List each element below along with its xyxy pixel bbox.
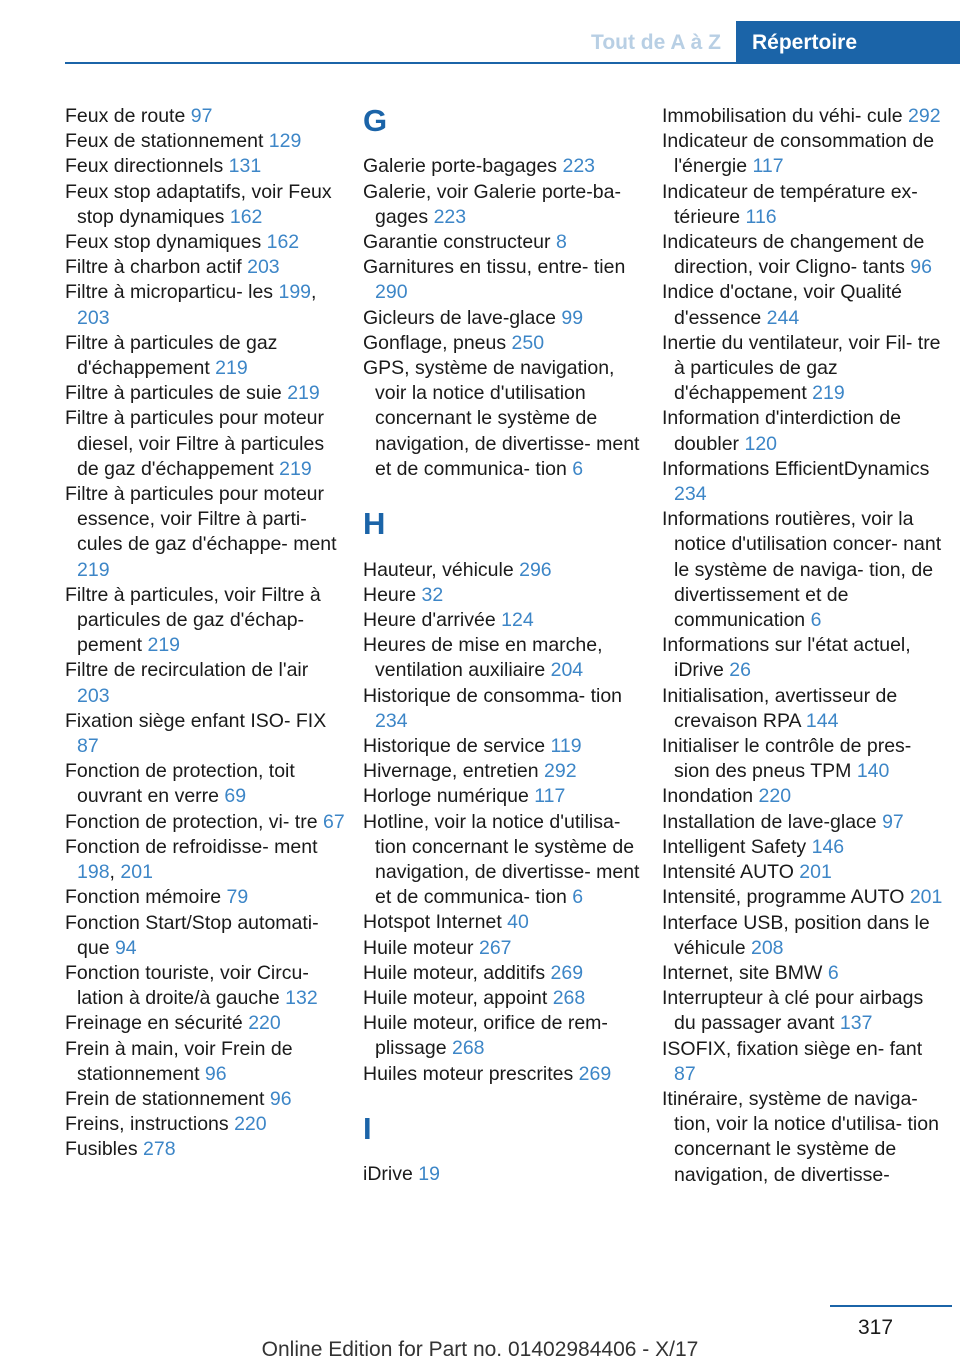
index-entry xyxy=(65,180,345,230)
index-entry xyxy=(363,583,643,608)
page-reference-link[interactable]: 119 xyxy=(550,735,582,758)
page-reference-link[interactable]: 26 xyxy=(729,659,751,682)
index-entry xyxy=(662,331,948,407)
index-entry xyxy=(662,810,948,835)
page-reference-link[interactable]: 244 xyxy=(766,306,800,329)
index-entry xyxy=(65,658,345,708)
page-reference-link[interactable]: 219 xyxy=(215,357,248,380)
index-letter-heading: H xyxy=(363,506,386,542)
index-entry-text: Informations EfficientDynamics xyxy=(662,457,930,480)
index-entry xyxy=(65,583,345,659)
index-entry xyxy=(363,1162,643,1187)
index-entry-text: Filtre à charbon actif xyxy=(65,256,248,279)
index-entry-text: Gicleurs de lave-glace xyxy=(363,306,562,329)
index-entry-text: Indicateur de température ex- térieure xyxy=(662,180,918,228)
page-reference-link[interactable]: 69 xyxy=(224,785,247,808)
index-entry xyxy=(65,104,345,129)
index-entry-text: Huile moteur, orifice de rem- plissage xyxy=(363,1012,608,1060)
page-reference-link[interactable]: 203 xyxy=(77,684,110,707)
page-reference-link[interactable]: 201 xyxy=(120,861,153,884)
index-entry-text: Indicateur de consommation de l'énergie xyxy=(662,130,935,178)
index-entry xyxy=(662,1087,948,1188)
index-entry-text: Internet, site BMW xyxy=(662,961,828,984)
page-reference-link[interactable]: 96 xyxy=(910,256,932,279)
index-entry-text: Fonction mémoire xyxy=(65,886,227,909)
page-reference-link[interactable]: 203 xyxy=(77,306,110,329)
index-entry xyxy=(363,734,643,759)
index-entry xyxy=(65,482,345,583)
page-reference-link[interactable]: 269 xyxy=(550,961,584,984)
index-entry-text: Hivernage, entretien xyxy=(363,760,545,783)
index-entry-text: Informations routières, voir la notice d'utilisation concer- nant le système de naviga- tion, de divertissement et de communication xyxy=(662,508,942,632)
index-entry-text: Freinage en sécurité xyxy=(65,1012,249,1035)
index-entry-text: Filtre à particules de suie xyxy=(65,382,288,405)
page-reference-link[interactable]: 219 xyxy=(77,558,110,581)
index-entry-text: Frein de stationnement xyxy=(65,1087,270,1110)
page-reference-link[interactable]: 19 xyxy=(418,1163,440,1186)
index-entry-text: Fusibles xyxy=(65,1138,144,1161)
index-entry-text: Itinéraire, système de naviga- tion, voir la notice d'utilisa- tion concernant le système de navigation, de divertisse- xyxy=(662,1087,939,1186)
index-entry xyxy=(662,784,948,809)
index-entry xyxy=(65,1087,345,1112)
page-reference-link[interactable]: 40 xyxy=(507,911,529,934)
page-reference-link[interactable]: 201 xyxy=(909,886,943,909)
index-entry-text: Indice d'octane, voir Qualité d'essence xyxy=(662,281,903,329)
index-entry-text: Freins, instructions xyxy=(65,1113,235,1136)
page-reference-link[interactable]: 137 xyxy=(839,1012,873,1035)
page-reference-link[interactable]: 292 xyxy=(908,105,941,127)
page-reference-link[interactable]: 132 xyxy=(285,987,318,1010)
index-letter-heading: I xyxy=(363,1111,372,1147)
page-reference-link[interactable]: 268 xyxy=(552,987,586,1010)
index-entry-text: Filtre à microparticu- les xyxy=(65,281,279,304)
index-entry-text: Inertie du ventilateur, voir Fil- tre à particules de gaz d'échappement xyxy=(662,331,941,405)
index-entry xyxy=(662,633,948,683)
index-entry-text: Garantie constructeur xyxy=(363,231,556,253)
index-entry-text: Heure xyxy=(363,583,422,606)
index-entry-text: Huiles moteur prescrites xyxy=(363,1062,579,1085)
page-reference-link[interactable]: 129 xyxy=(268,130,302,153)
index-entry xyxy=(363,331,643,356)
page-reference-link[interactable]: 219 xyxy=(279,457,312,480)
index-letter-heading: G xyxy=(363,103,388,138)
index-entry xyxy=(65,1011,345,1036)
index-entry xyxy=(662,961,948,986)
header-tab-repertoire[interactable]: Répertoire xyxy=(736,21,960,64)
section-spacer xyxy=(363,482,643,507)
index-entry-text: Interface USB, position dans le véhicule xyxy=(662,911,930,959)
index-entry-text: Hotline, voir la notice d'utilisa- tion concernant le système de navigation, de divertisse- ment et de communica- tion xyxy=(363,810,640,909)
page-reference-link[interactable]: 223 xyxy=(562,155,596,178)
index-entry xyxy=(65,331,345,381)
index-entry xyxy=(363,784,643,809)
index-entry xyxy=(662,1037,948,1087)
index-entry-text: Filtre à particules pour moteur diesel, voir Filtre à particules de gaz d'échappement xyxy=(65,407,325,480)
page-reference-link[interactable]: 97 xyxy=(190,105,213,127)
page-reference-link[interactable]: 219 xyxy=(287,382,320,405)
index-entry-text: Inondation xyxy=(662,785,759,808)
index-entry-text: Filtre à particules de gaz d'échappement xyxy=(65,331,278,380)
page-reference-link[interactable]: 201 xyxy=(799,861,832,884)
index-entry xyxy=(65,759,345,809)
page-reference-link[interactable]: 117 xyxy=(752,155,784,178)
index-entry xyxy=(65,1112,345,1137)
page-reference-link[interactable]: 296 xyxy=(519,558,552,581)
page-reference-link[interactable]: 199 xyxy=(278,281,312,304)
page-reference-link[interactable]: 220 xyxy=(758,785,792,808)
index-entry-text: Feux stop adaptatifs, voir Feux stop dynamiques xyxy=(65,180,332,228)
index-entry xyxy=(363,180,643,230)
index-entry xyxy=(662,734,948,784)
index-entry-text: Feux de stationnement xyxy=(65,130,269,153)
index-column-2 xyxy=(363,104,643,1188)
index-entry-text: Historique de consomma- tion xyxy=(363,684,623,707)
index-entry-text: Huile moteur xyxy=(363,936,479,959)
index-entry-text: Heures de mise en marche, ventilation auxiliaire xyxy=(363,634,603,682)
index-entry-text: Intensité AUTO xyxy=(662,861,800,884)
page-reference-link[interactable]: 124 xyxy=(501,609,534,632)
page-reference-link[interactable]: 234 xyxy=(375,709,408,732)
index-entry xyxy=(662,986,948,1036)
index-entry xyxy=(363,684,643,734)
page-reference-link[interactable]: 8 xyxy=(555,231,567,253)
page-reference-link[interactable]: 146 xyxy=(811,835,845,858)
index-entry xyxy=(363,306,643,331)
page-reference-link[interactable]: 144 xyxy=(805,709,839,732)
index-entry xyxy=(662,230,948,280)
page-number: 317 xyxy=(858,1316,894,1339)
index-entry xyxy=(363,759,643,784)
page-reference-link[interactable]: 116 xyxy=(745,205,777,228)
page-reference-link[interactable]: 290 xyxy=(375,281,408,304)
index-entry-text: Feux de route xyxy=(65,105,191,127)
index-entry xyxy=(65,709,345,759)
index-entry-text: Interrupteur à clé pour airbags du passager avant xyxy=(662,987,924,1035)
index-entry-text: Information d'interdiction de doubler xyxy=(662,407,901,455)
index-entry xyxy=(662,860,948,885)
index-entry-text: Hauteur, véhicule xyxy=(363,558,520,581)
index-entry xyxy=(65,255,345,280)
index-entry xyxy=(65,1137,345,1162)
index-entry xyxy=(662,507,948,633)
page-reference-link[interactable]: 220 xyxy=(234,1113,267,1136)
index-entry xyxy=(662,129,948,179)
page-reference-link[interactable]: 219 xyxy=(147,634,181,657)
index-entry xyxy=(363,1062,643,1087)
page-reference-link[interactable]: 32 xyxy=(421,583,444,606)
index-entry-text: Filtre à particules pour moteur essence, voir Filtre à parti- cules de gaz d'échappe- ment xyxy=(65,483,337,556)
index-entry-text: Historique de service xyxy=(363,735,551,758)
index-entry xyxy=(65,154,345,179)
index-entry-text: Galerie porte-bagages xyxy=(363,155,563,178)
index-entry xyxy=(662,180,948,230)
index-entry-text: Garnitures en tissu, entre- tien xyxy=(363,256,626,279)
header-section-title[interactable]: Tout de A à Z xyxy=(591,30,721,54)
index-entry xyxy=(662,280,948,330)
index-entry xyxy=(363,1011,643,1061)
page-reference-link[interactable]: 219 xyxy=(812,382,845,405)
page-reference-link[interactable]: 223 xyxy=(433,205,467,228)
index-entry-text: Filtre de recirculation de l'air xyxy=(65,659,309,682)
index-entry-text: Huile moteur, appoint xyxy=(363,987,553,1010)
index-entry xyxy=(65,810,345,835)
footer-rule xyxy=(830,1305,952,1307)
index-entry xyxy=(363,936,643,961)
page-reference-link[interactable]: 94 xyxy=(114,936,137,959)
index-entry-text: Horloge numérique xyxy=(363,785,535,808)
index-entry xyxy=(363,255,643,305)
index-entry-text: Intensité, programme AUTO xyxy=(662,886,910,909)
page-reference-link[interactable]: 220 xyxy=(248,1012,281,1035)
index-entry xyxy=(65,1037,345,1087)
page-reference-link[interactable]: 278 xyxy=(143,1138,176,1161)
index-entry xyxy=(662,835,948,860)
page-reference-link[interactable]: 208 xyxy=(750,936,784,959)
page-reference-link[interactable]: 204 xyxy=(550,659,584,682)
index-entry xyxy=(65,129,345,154)
page-reference-link[interactable]: 250 xyxy=(511,331,545,354)
page-reference-link[interactable]: 268 xyxy=(451,1037,485,1060)
page-reference-link[interactable]: 117 xyxy=(534,785,566,808)
index-entry-text: Immobilisation du véhi- cule xyxy=(662,105,909,127)
index-entry xyxy=(65,381,345,406)
index-entry-text: Hotspot Internet xyxy=(363,911,508,934)
page-reference-link[interactable]: 120 xyxy=(744,432,778,455)
index-entry-text: Fonction touriste, voir Circu- lation à droite/à gauche xyxy=(65,961,309,1010)
index-entry xyxy=(662,684,948,734)
page-reference-link[interactable]: 96 xyxy=(269,1087,292,1110)
page-reference-link[interactable]: 6 xyxy=(827,961,839,984)
index-entry-text: Fonction de protection, vi- tre xyxy=(65,810,323,833)
index-entry xyxy=(662,104,948,129)
index-entry-text: Fixation siège enfant ISO- FIX xyxy=(65,709,327,732)
index-entry xyxy=(662,406,948,456)
index-entry xyxy=(363,154,643,179)
index-entry: Fonction de refroidisse- ment 198, 201 xyxy=(65,835,318,884)
index-entry-text: Heure d'arrivée xyxy=(363,609,502,632)
index-entry-text: Feux stop dynamiques xyxy=(65,231,267,254)
index-entry xyxy=(65,406,345,482)
index-entry-text: Intelligent Safety xyxy=(662,835,812,858)
index-entry-text: Feux directionnels xyxy=(65,155,229,178)
page-reference-link[interactable]: 131 xyxy=(228,155,262,178)
page-reference-link[interactable]: 162 xyxy=(266,231,300,254)
page-reference-link[interactable]: 162 xyxy=(229,205,263,228)
page-reference-link[interactable]: 67 xyxy=(322,810,345,833)
index-entry xyxy=(662,457,948,507)
page-reference-link[interactable]: 269 xyxy=(578,1062,612,1085)
index-entry-text: Informations sur l'état actuel, iDrive xyxy=(662,634,911,682)
index-column-3 xyxy=(662,104,948,1188)
index-entry xyxy=(65,885,345,910)
index-entry xyxy=(363,810,643,911)
index-entry xyxy=(662,885,948,910)
page-reference-link[interactable]: 87 xyxy=(674,1062,696,1085)
page-reference-link[interactable]: 96 xyxy=(204,1062,227,1085)
index-entry xyxy=(363,558,643,583)
index-entry: Filtre à microparticu- les 199, 203 xyxy=(65,281,317,329)
index-entry xyxy=(363,961,643,986)
index-entry-text: Fonction de refroidisse- ment xyxy=(65,835,318,858)
index-entry-text: Huile moteur, additifs xyxy=(363,961,551,984)
page-reference-link[interactable]: 234 xyxy=(674,483,707,506)
index-entry xyxy=(363,633,643,683)
index-entry-text: Gonflage, pneus xyxy=(363,331,512,354)
page-reference-link[interactable]: 6 xyxy=(572,886,584,909)
page-reference-link[interactable]: 203 xyxy=(247,256,280,279)
index-entry xyxy=(363,910,643,935)
page-reference-link[interactable]: 292 xyxy=(544,760,577,783)
index-entry xyxy=(363,356,643,482)
index-entry-text: Fonction de protection, toit ouvrant en verre xyxy=(65,760,295,808)
page-reference-link[interactable]: 6 xyxy=(572,457,584,480)
index-entry-text: Initialisation, avertisseur de crevaison RPA xyxy=(662,684,898,732)
index-entry xyxy=(65,911,345,961)
index-entry-text: ISOFIX, fixation siège en- fant xyxy=(662,1037,923,1060)
index-entry-text: Filtre à particules, voir Filtre à particules de gaz d'échap- pement xyxy=(65,583,321,657)
footer-edition-text: Online Edition for Part no. 01402984406 - X/17 xyxy=(261,1338,699,1361)
page-reference-link[interactable]: 6 xyxy=(810,609,822,632)
index-entry-text: Initialiser le contrôle de pres- sion des pneus TPM xyxy=(662,735,912,783)
index-entry xyxy=(363,230,643,255)
index-entry xyxy=(65,961,345,1011)
index-entry-text: Galerie, voir Galerie porte-ba- gages xyxy=(363,180,621,228)
index-entry-text: Frein à main, voir Frein de stationnement xyxy=(65,1037,293,1085)
index-entry-text: iDrive xyxy=(363,1163,419,1186)
index-entry xyxy=(662,911,948,961)
header-rule xyxy=(65,62,960,64)
page-reference-link[interactable]: 99 xyxy=(561,306,584,329)
index-entry xyxy=(65,230,345,255)
index-entry xyxy=(363,986,643,1011)
index-entry-text: Fonction Start/Stop automati- que xyxy=(65,911,319,959)
index-entry xyxy=(363,608,643,633)
page-reference-link[interactable]: 267 xyxy=(478,936,512,959)
page-reference-link[interactable]: 79 xyxy=(226,886,249,909)
page-reference-link[interactable]: 198 xyxy=(77,861,110,884)
index-entry-text: Indicateurs de changement de direction, voir Cligno- tants xyxy=(662,231,925,279)
index-entry-text: GPS, système de navigation, voir la notice d'utilisation concernant le système de navigation, de divertisse- ment et de communica- tion xyxy=(363,357,640,480)
index-entry-text: Installation de lave-glace xyxy=(662,810,883,833)
index-column-1 xyxy=(65,104,345,1163)
section-spacer xyxy=(363,1087,643,1112)
page-reference-link[interactable]: 87 xyxy=(77,735,99,758)
page-reference-link[interactable]: 140 xyxy=(856,760,890,783)
page-reference-link[interactable]: 97 xyxy=(882,810,904,833)
